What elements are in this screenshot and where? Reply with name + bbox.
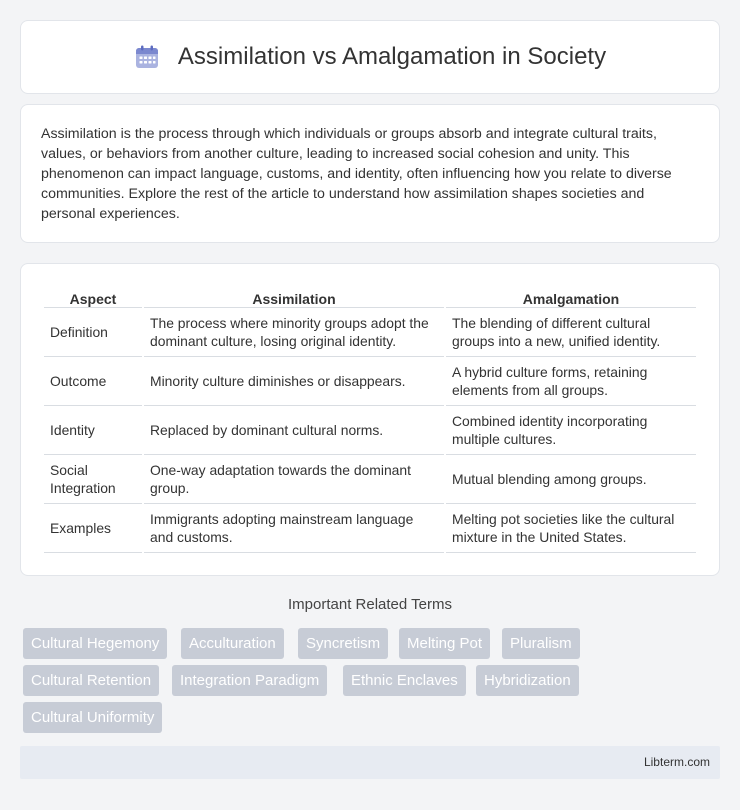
table-header-row (44, 284, 696, 308)
row-assimilation: Immigrants adopting mainstream language and customs. (144, 504, 444, 553)
calendar-icon (134, 44, 160, 70)
tag-acculturation[interactable]: Acculturation (181, 628, 284, 659)
intro-card (20, 104, 720, 243)
row-amalgamation: A hybrid culture forms, retaining elements from all groups. (446, 357, 696, 406)
row-aspect: Outcome (44, 357, 142, 406)
row-aspect: Social Integration (44, 455, 142, 504)
row-assimilation: Replaced by dominant cultural norms. (144, 406, 444, 455)
footer (20, 746, 720, 779)
row-aspect: Examples (44, 504, 142, 553)
comparison-card (20, 263, 720, 576)
header-amalgamation: Amalgamation (446, 284, 696, 308)
tag-cultural-retention[interactable]: Cultural Retention (23, 665, 159, 696)
tag-integration-paradigm[interactable]: Integration Paradigm (172, 665, 327, 696)
tag-cultural-uniformity[interactable]: Cultural Uniformity (23, 702, 162, 733)
header-aspect: Aspect (44, 284, 142, 308)
intro-text: Assimilation is the process through which individuals or groups absorb and integrate cultural traits, values, or behaviors from another culture, leading to increased social cohesion and unity. This phenomenon can impact language, customs, and identity, often influencing how you relate to diverse communities. Explore the rest of the article to understand how assimilation shapes societies and personal experiences. (41, 126, 672, 222)
row-assimilation: Minority culture diminishes or disappears. (144, 357, 444, 406)
table-row (44, 504, 696, 553)
tag-cultural-hegemony[interactable]: Cultural Hegemony (23, 628, 167, 659)
tag-ethnic-enclaves[interactable]: Ethnic Enclaves (343, 665, 466, 696)
header (134, 43, 606, 71)
tag-hybridization[interactable]: Hybridization (476, 665, 579, 696)
tag-pluralism[interactable]: Pluralism (502, 628, 580, 659)
related-terms-title: Important Related Terms (288, 596, 452, 613)
tag-syncretism[interactable]: Syncretism (298, 628, 388, 659)
row-assimilation: One-way adaptation towards the dominant group. (144, 455, 444, 504)
footer-site-link[interactable]: Libterm.com (643, 755, 710, 769)
header-card (20, 20, 720, 94)
table-row (44, 455, 696, 504)
page-title: Assimilation vs Amalgamation in Society (177, 43, 607, 70)
row-amalgamation: Melting pot societies like the cultural mixture in the United States. (446, 504, 696, 553)
row-amalgamation: Combined identity incorporating multiple cultures. (446, 406, 696, 455)
row-aspect: Identity (44, 406, 142, 455)
tag-melting-pot[interactable]: Melting Pot (399, 628, 490, 659)
row-assimilation: The process where minority groups adopt the dominant culture, losing original identity. (144, 308, 444, 357)
table-row (44, 308, 696, 357)
row-aspect: Definition (44, 308, 142, 357)
table-row (44, 357, 696, 406)
table-row (44, 406, 696, 455)
row-amalgamation: The blending of different cultural groups into a new, unified identity. (446, 308, 696, 357)
header-assimilation: Assimilation (144, 284, 444, 308)
row-amalgamation: Mutual blending among groups. (446, 455, 696, 504)
comparison-table (42, 284, 698, 553)
